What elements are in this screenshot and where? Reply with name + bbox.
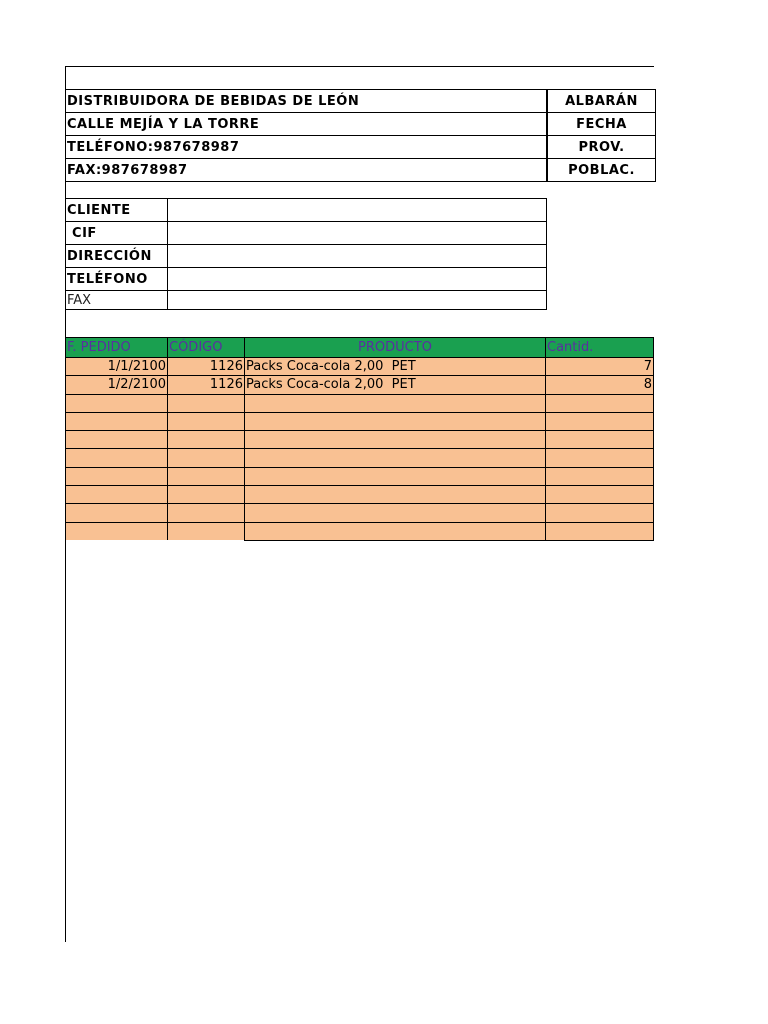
client-label: FAX bbox=[66, 291, 168, 310]
quantity-cell[interactable] bbox=[546, 522, 654, 540]
product-code-cell[interactable] bbox=[168, 431, 245, 449]
table-row bbox=[66, 504, 654, 522]
doc-field-albaran: ALBARÁN bbox=[548, 90, 656, 113]
quantity-cell[interactable] bbox=[546, 394, 654, 412]
product-name-cell[interactable]: Packs Coca-cola 2,00 PET bbox=[245, 358, 546, 376]
page-top-rule bbox=[65, 66, 654, 67]
quantity-cell[interactable] bbox=[546, 449, 654, 467]
product-name-cell[interactable] bbox=[245, 394, 546, 412]
column-header-date: F. PEDIDO bbox=[66, 338, 168, 358]
company-row bbox=[66, 159, 656, 182]
company-address: CALLE MEJÍA Y LA TORRE bbox=[66, 113, 547, 136]
product-name-cell[interactable] bbox=[245, 504, 546, 522]
order-date-cell[interactable] bbox=[66, 449, 168, 467]
order-date-cell[interactable]: 1/2/2100 bbox=[66, 376, 168, 394]
product-name-cell[interactable] bbox=[245, 412, 546, 430]
client-row-telefono bbox=[66, 268, 547, 291]
table-row bbox=[66, 358, 654, 376]
product-name-cell[interactable] bbox=[245, 486, 546, 504]
column-header-product: PRODUCTO bbox=[245, 338, 546, 358]
product-code-cell[interactable] bbox=[168, 486, 245, 504]
client-value-cell[interactable] bbox=[168, 291, 547, 310]
table-row bbox=[66, 486, 654, 504]
client-value-cell[interactable] bbox=[168, 199, 547, 222]
client-row-fax bbox=[66, 291, 547, 310]
client-value-cell[interactable] bbox=[168, 222, 547, 245]
product-name-cell[interactable] bbox=[245, 431, 546, 449]
client-label: CIF bbox=[66, 222, 168, 245]
client-value-cell[interactable] bbox=[168, 268, 547, 291]
product-code-cell[interactable]: 1126 bbox=[168, 376, 245, 394]
quantity-cell[interactable] bbox=[546, 467, 654, 485]
product-code-cell[interactable] bbox=[168, 412, 245, 430]
order-date-cell[interactable] bbox=[66, 522, 168, 540]
table-row bbox=[66, 412, 654, 430]
company-header-table bbox=[65, 89, 656, 182]
column-header-quantity: Cantid. bbox=[546, 338, 654, 358]
quantity-cell[interactable] bbox=[546, 431, 654, 449]
quantity-cell[interactable] bbox=[546, 504, 654, 522]
order-header-row bbox=[66, 338, 654, 358]
product-code-cell[interactable] bbox=[168, 467, 245, 485]
quantity-cell[interactable] bbox=[546, 412, 654, 430]
company-phone: TELÉFONO:987678987 bbox=[66, 136, 547, 159]
product-code-cell[interactable] bbox=[168, 449, 245, 467]
order-date-cell[interactable] bbox=[66, 412, 168, 430]
company-row bbox=[66, 136, 656, 159]
company-row bbox=[66, 113, 656, 136]
table-row bbox=[66, 394, 654, 412]
product-code-cell[interactable] bbox=[168, 522, 245, 540]
product-name-cell[interactable]: Packs Coca-cola 2,00 PET bbox=[245, 376, 546, 394]
doc-field-poblac: POBLAC. bbox=[548, 159, 656, 182]
product-code-cell[interactable]: 1126 bbox=[168, 358, 245, 376]
column-header-code: CÓDIGO bbox=[168, 338, 245, 358]
order-lines-table bbox=[65, 337, 654, 541]
product-name-cell[interactable] bbox=[245, 449, 546, 467]
client-label: TELÉFONO bbox=[66, 268, 168, 291]
table-row bbox=[66, 376, 654, 394]
order-date-cell[interactable] bbox=[66, 431, 168, 449]
company-fax: FAX:987678987 bbox=[66, 159, 547, 182]
product-name-cell[interactable] bbox=[245, 522, 546, 540]
table-row bbox=[66, 431, 654, 449]
company-row bbox=[66, 90, 656, 113]
client-info-table bbox=[65, 198, 547, 310]
order-date-cell[interactable]: 1/1/2100 bbox=[66, 358, 168, 376]
doc-field-prov: PROV. bbox=[548, 136, 656, 159]
order-date-cell[interactable] bbox=[66, 504, 168, 522]
product-name-cell[interactable] bbox=[245, 467, 546, 485]
table-row bbox=[66, 449, 654, 467]
client-row-cif bbox=[66, 222, 547, 245]
quantity-cell[interactable] bbox=[546, 486, 654, 504]
quantity-cell[interactable]: 8 bbox=[546, 376, 654, 394]
order-date-cell[interactable] bbox=[66, 394, 168, 412]
doc-field-fecha: FECHA bbox=[548, 113, 656, 136]
product-code-cell[interactable] bbox=[168, 394, 245, 412]
client-label: DIRECCIÓN bbox=[66, 245, 168, 268]
table-row bbox=[66, 522, 654, 540]
company-name: DISTRIBUIDORA DE BEBIDAS DE LEÓN bbox=[66, 90, 547, 113]
table-row bbox=[66, 467, 654, 485]
order-date-cell[interactable] bbox=[66, 467, 168, 485]
client-label: CLIENTE bbox=[66, 199, 168, 222]
client-value-cell[interactable] bbox=[168, 245, 547, 268]
client-row-cliente bbox=[66, 199, 547, 222]
quantity-cell[interactable]: 7 bbox=[546, 358, 654, 376]
product-code-cell[interactable] bbox=[168, 504, 245, 522]
order-date-cell[interactable] bbox=[66, 486, 168, 504]
client-row-direccion bbox=[66, 245, 547, 268]
